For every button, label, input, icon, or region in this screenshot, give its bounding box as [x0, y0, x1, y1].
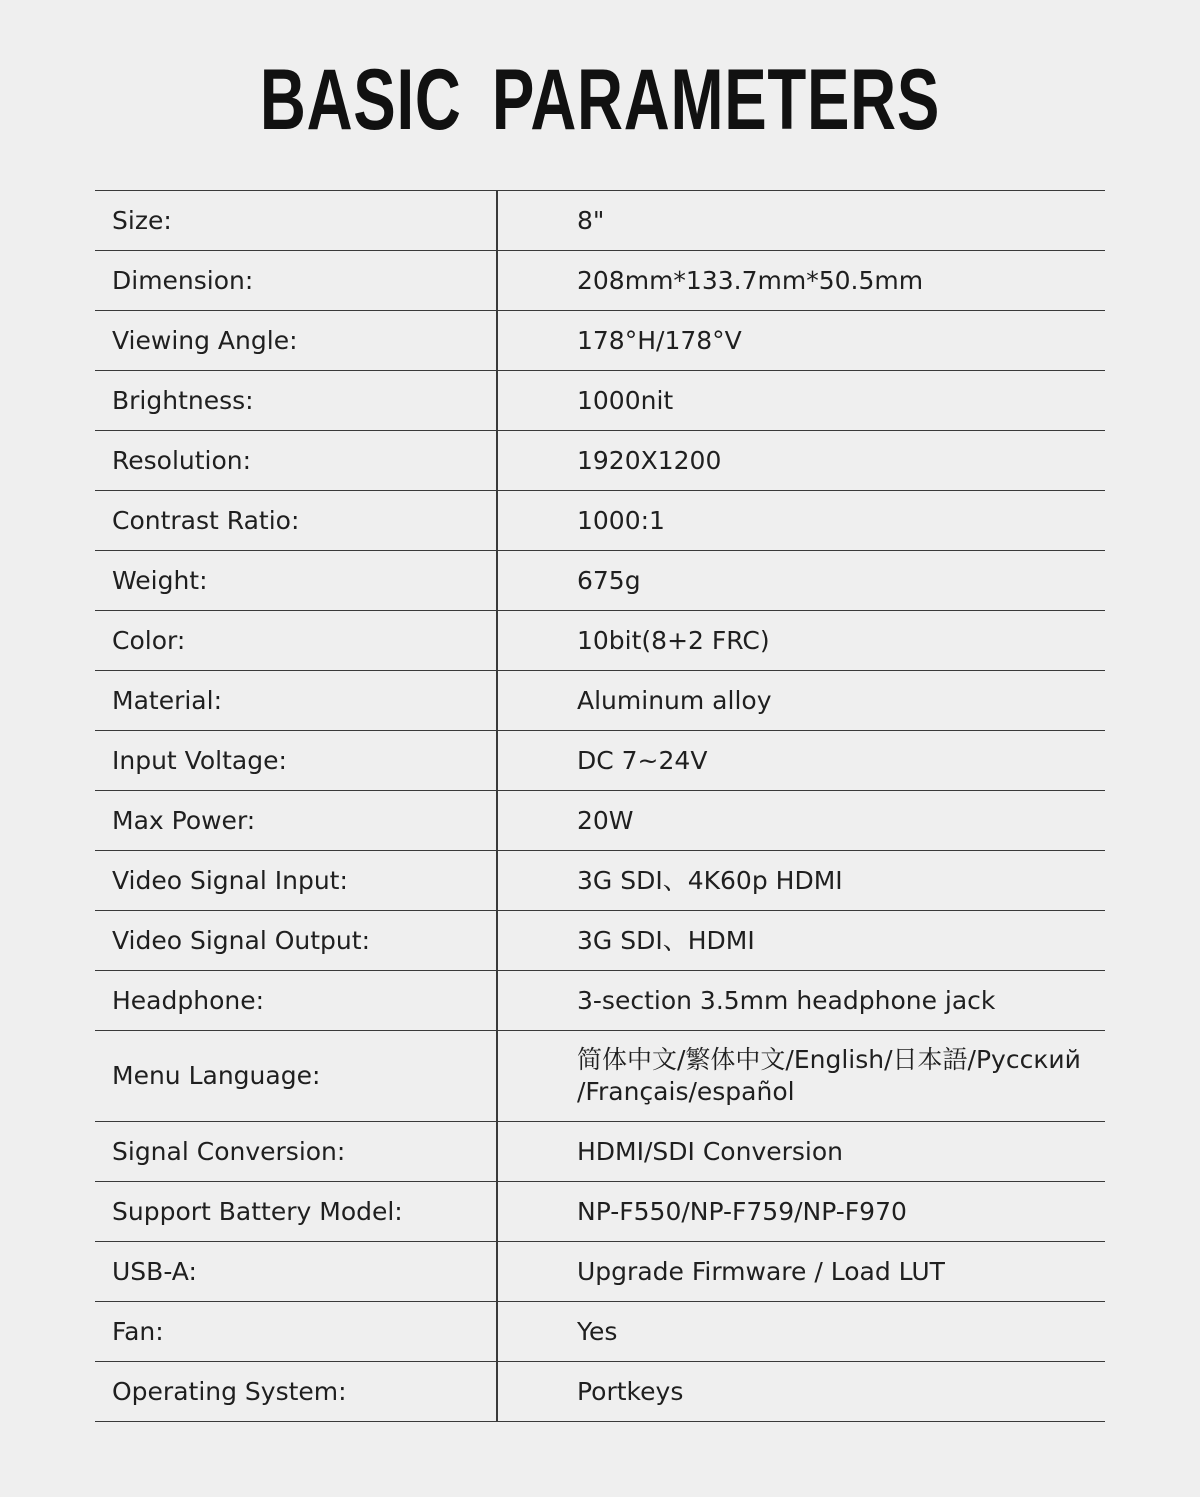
parameters-table [95, 190, 1105, 1422]
table-row-resolution [95, 431, 1105, 491]
table-row-support-battery-model [95, 1182, 1105, 1242]
table-row-brightness [95, 371, 1105, 431]
row-label: Max Power: [112, 805, 256, 835]
row-value: Portkeys [577, 1376, 684, 1406]
table-row-fan [95, 1302, 1105, 1362]
row-label: Fan: [112, 1316, 164, 1346]
table-row-video-signal-input [95, 851, 1105, 911]
page-title: BASIC PARAMETERS [259, 52, 941, 148]
row-value: 178°H/178°V [577, 325, 742, 355]
row-label: Input Voltage: [112, 745, 287, 775]
table-row-max-power [95, 791, 1105, 851]
table-row-material [95, 671, 1105, 731]
row-label: Brightness: [112, 385, 254, 415]
row-label: Video Signal Input: [112, 865, 348, 895]
table-row-weight [95, 551, 1105, 611]
row-value: DC 7~24V [577, 745, 708, 775]
table-row-size [95, 191, 1105, 251]
row-label: Support Battery Model: [112, 1196, 403, 1226]
row-value: HDMI/SDI Conversion [577, 1136, 844, 1166]
table-row-operating-system [95, 1362, 1105, 1422]
table-row-headphone [95, 971, 1105, 1031]
row-label: Operating System: [112, 1376, 347, 1406]
table-row-dimension [95, 251, 1105, 311]
row-value [577, 1044, 1095, 1108]
row-label: USB-A: [112, 1256, 197, 1286]
row-label: Color: [112, 625, 186, 655]
row-value: NP-F550/NP-F759/NP-F970 [577, 1196, 907, 1226]
row-label: Size: [112, 205, 172, 235]
table-row-video-signal-output [95, 911, 1105, 971]
row-label: Signal Conversion: [112, 1136, 346, 1166]
table-row-menu-language [95, 1031, 1105, 1122]
row-value: 3G SDI、HDMI [577, 925, 755, 955]
row-value: 10bit(8+2 FRC) [577, 625, 770, 655]
row-value: 208mm*133.7mm*50.5mm [577, 265, 924, 295]
row-value-line: /Français/español [577, 1077, 795, 1106]
row-value: Aluminum alloy [577, 685, 772, 715]
row-value: 20W [577, 805, 634, 835]
row-label: Video Signal Output: [112, 925, 370, 955]
row-label: Menu Language: [112, 1061, 321, 1090]
row-value: 1000:1 [577, 505, 665, 535]
table-row-color [95, 611, 1105, 671]
row-value: 8" [577, 205, 605, 235]
row-label: Viewing Angle: [112, 325, 298, 355]
table-row-viewing-angle [95, 311, 1105, 371]
row-value: 1920X1200 [577, 445, 722, 475]
row-value: 3-section 3.5mm headphone jack [577, 985, 996, 1015]
table-row-signal-conversion [95, 1122, 1105, 1182]
row-value: 3G SDI、4K60p HDMI [577, 865, 843, 895]
row-value: Upgrade Firmware / Load LUT [577, 1256, 945, 1286]
table-row-input-voltage [95, 731, 1105, 791]
row-label: Weight: [112, 565, 208, 595]
row-label: Headphone: [112, 985, 265, 1015]
table-row-contrast-ratio [95, 491, 1105, 551]
row-label: Material: [112, 685, 222, 715]
row-label: Resolution: [112, 445, 252, 475]
row-value: Yes [577, 1316, 618, 1346]
table-row-usb-a [95, 1242, 1105, 1302]
row-label: Contrast Ratio: [112, 505, 300, 535]
row-value: 1000nit [577, 385, 674, 415]
row-label: Dimension: [112, 265, 254, 295]
row-value: 675g [577, 565, 641, 595]
row-value-line: 简体中文/繁体中文/English/日本語/Русский [577, 1045, 1081, 1074]
